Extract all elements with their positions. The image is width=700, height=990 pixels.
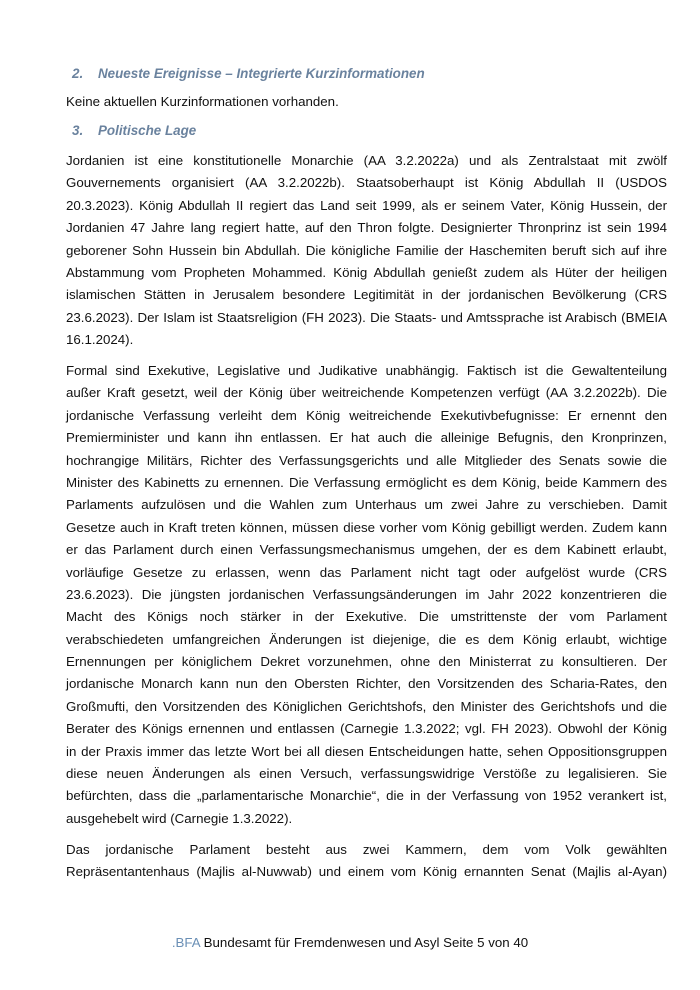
bfa-logo: .BFA bbox=[171, 935, 200, 950]
page-footer bbox=[0, 933, 700, 953]
text-line: 23.6.2023). Die jüngsten jordanischen Verfassungsänderungen im Jahr 2022 konzentrieren die bbox=[66, 586, 667, 602]
text-line: Berater des Königs ernennen und entlassen (Carnegie 1.3.2022; vgl. FH 2023). Obwohl der König bbox=[66, 721, 667, 737]
text-line: Jordanien 47 Jahre lang regiert hatte, auf den Thron folgte. Designierter Thronprinz ist sein 1994 bbox=[66, 220, 667, 236]
text-line: Abstammung vom Propheten Mohammed. König Abdullah genießt zudem als Hüter der heiligen bbox=[66, 264, 667, 280]
text-line: Gouvernements organisiert (AA 3.2.2022b). Staatsoberhaupt ist König Abdullah II (USDOS bbox=[66, 175, 667, 191]
text-line: Großmufti, den Vorsitzenden des Königlichen Gerichtshofs, den Minister des Gerichtshofs und die bbox=[66, 698, 667, 714]
text-line: verabschiedeten umfangreichen Änderungen ist diejenige, die es dem König erlaubt, wichtige bbox=[66, 631, 667, 647]
section-title: Neueste Ereignisse – Integrierte Kurzinformationen bbox=[98, 66, 425, 81]
text-line: Gesetze auch in Kraft treten können, müssen diese vorher vom König gebilligt werden. Zudem kann bbox=[66, 519, 667, 535]
footer-text: Bundesamt für Fremdenwesen und Asyl Seite 5 von 40 bbox=[203, 935, 529, 950]
text-line: Premierminister und kann ihn entlassen. Er hat auch die alleinige Befugnis, den Kronprinzen, bbox=[66, 430, 667, 446]
paragraph-2 bbox=[66, 360, 667, 830]
paragraph-1 bbox=[66, 150, 667, 352]
text-line: er das Parlament durch einen Verfassungsmechanismus umgehen, der es dem Kabinett erlaubt, bbox=[66, 542, 667, 558]
no-news-text: Keine aktuellen Kurzinformationen vorhanden. bbox=[66, 94, 339, 109]
text-line: Minister des Kabinetts zu ernennen. Die Verfassung ermöglicht es dem König, beide Kammern des bbox=[66, 474, 667, 490]
paragraph-3 bbox=[66, 839, 667, 884]
text-line: hochrangige Militärs, Richter des Verfassungsgerichts und alle Mitglieder des Senats sowie die bbox=[66, 452, 667, 468]
text-line: 16.1.2024). bbox=[66, 332, 134, 348]
section-number: 2. bbox=[72, 66, 84, 81]
section-number: 3. bbox=[72, 123, 84, 138]
section-title: Politische Lage bbox=[98, 123, 197, 138]
text-line: Formal sind Exekutive, Legislative und Judikative unabhängig. Faktisch ist die Gewaltenteilung bbox=[66, 363, 667, 378]
text-line: jordanische Verfassung verleiht dem König weitreichende Exekutivbefugnisse: Er ernennt den bbox=[66, 407, 667, 423]
section-heading-3 bbox=[72, 123, 196, 138]
text-line: 23.6.2023). Der Islam ist Staatsreligion (FH 2023). Die Staats- und Amtssprache ist Arabisch (BMEIA bbox=[66, 309, 667, 325]
text-line: diese neuen Änderungen als einen Versuch, verfassungswidrige Verstöße zu legalisieren. Sie bbox=[66, 766, 667, 782]
text-line: Jordanien ist eine konstitutionelle Monarchie (AA 3.2.2022a) und als Zentralstaat mit zwölf bbox=[66, 153, 667, 168]
text-line: vorläufige Gesetze zu erlassen, wenn das Parlament nicht tagt oder aufgelöst wurde (CRS bbox=[66, 564, 667, 580]
text-line: Ernennungen per königlichem Dekret vorzunehmen, ohne den Ministerrat zu konsultieren. Der bbox=[66, 654, 667, 670]
text-line: Repräsentantenhaus (Majlis al-Nuwwab) und einem vom König ernannten Senat (Majlis al-Ayan) bbox=[66, 864, 667, 880]
text-line: Parlaments aufzulösen und die Wahlen zum Unterhaus um zwei Jahre zu verschieben. Damit bbox=[66, 497, 667, 513]
text-line: in der Praxis immer das letzte Wort bei all diesen Entscheidungen hatte, sehen Oppositionsgruppen bbox=[66, 743, 667, 759]
section-heading-2 bbox=[72, 66, 425, 81]
text-line: geborener Sohn Hussein bin Abdullah. Die königliche Familie der Haschemiten beruft sich auf ihre bbox=[66, 242, 667, 258]
text-line: 20.3.2023). König Abdullah II regiert das Land seit 1999, als er seinem Vater, König Hussein, der bbox=[66, 197, 667, 213]
text-line: ausgehebelt wird (Carnegie 1.3.2022). bbox=[66, 810, 293, 826]
text-line: außer Kraft gesetzt, weil der König über weitreichende Kompetenzen verfügt (AA 3.2.2022b). Die bbox=[66, 385, 667, 401]
text-line: islamischen Stätten in Jerusalem besondere Legitimität in der jordanischen Bevölkerung (CRS bbox=[66, 287, 667, 303]
text-line: jordanische Monarch kann nun den Obersten Richter, den Vorsitzenden des Scharia-Rates, den bbox=[66, 676, 667, 692]
text-line: befürchten, dass die „parlamentarische Monarchie“, die in der Verfassung von 1952 verankert ist, bbox=[66, 788, 667, 804]
text-line: Das jordanische Parlament besteht aus zwei Kammern, dem vom Volk gewählten bbox=[66, 842, 667, 857]
text-line: Macht des Königs noch stärker in der Exekutive. Die umstrittenste der vom Parlament bbox=[66, 609, 667, 625]
